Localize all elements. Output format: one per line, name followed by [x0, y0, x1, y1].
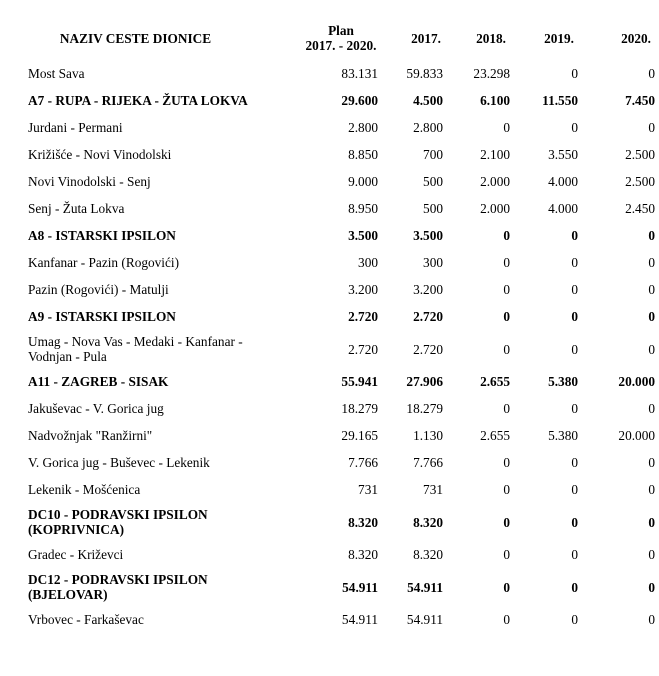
cell-name: A9 - ISTARSKI IPSILON — [28, 309, 176, 324]
cell-2019: 0 — [571, 547, 578, 562]
cell-name: Gradec - Križevci — [28, 547, 124, 562]
table-row — [19, 141, 659, 168]
table-row — [19, 395, 659, 422]
cell-name: Nadvožnjak "Ranžirni" — [28, 428, 153, 443]
cell-2019: 3.550 — [548, 147, 578, 162]
cell-name: A8 - ISTARSKI IPSILON — [28, 228, 176, 243]
table-row — [19, 330, 659, 368]
cell-2018: 0 — [503, 455, 510, 470]
table-section-row — [19, 303, 659, 330]
cell-2020: 0 — [648, 455, 655, 470]
cell-2018: 0 — [503, 255, 510, 270]
table-row — [19, 114, 659, 141]
cell-2020: 2.450 — [625, 201, 655, 216]
cell-plan: 18.279 — [341, 401, 378, 416]
cell-plan: 54.911 — [341, 612, 378, 627]
cell-2017: 4.500 — [413, 93, 443, 108]
cell-plan: 3.200 — [348, 282, 378, 297]
cell-2018: 0 — [503, 341, 510, 357]
cell-2019: 0 — [571, 255, 578, 270]
cell-2018: 0 — [503, 120, 510, 135]
cell-2017: 300 — [423, 255, 443, 270]
cell-2020: 0 — [648, 66, 655, 81]
column-header-2020: 2020. — [621, 30, 651, 46]
table-section-row — [19, 503, 659, 541]
cell-2019: 11.550 — [542, 93, 578, 108]
cell-2019: 0 — [571, 341, 578, 357]
cell-2018: 0 — [503, 547, 510, 562]
cell-2019: 4.000 — [548, 201, 578, 216]
cell-2020: 0 — [648, 282, 655, 297]
cell-2020: 2.500 — [625, 174, 655, 189]
cell-2020: 0 — [648, 612, 655, 627]
cell-2018: 0 — [503, 282, 510, 297]
cell-2018: 0 — [503, 309, 510, 324]
cell-2020: 7.450 — [625, 93, 655, 108]
column-header-2019: 2019. — [544, 30, 574, 46]
cell-2020: 0 — [648, 309, 655, 324]
cell-name: Novi Vinodolski - Senj — [28, 174, 151, 189]
table-section-row — [19, 87, 659, 114]
cell-plan: 2.720 — [348, 309, 378, 324]
cell-2017: 59.833 — [406, 66, 443, 81]
cell-2018: 2.000 — [480, 201, 510, 216]
cell-2018: 0 — [503, 401, 510, 416]
cell-name: Lekenik - Mošćenica — [28, 482, 141, 497]
cell-plan: 8.850 — [348, 147, 378, 162]
cell-name: Jakuševac - V. Gorica jug — [28, 401, 164, 416]
cell-2018: 0 — [503, 514, 510, 530]
table-header-row — [19, 16, 659, 60]
table-row — [19, 541, 659, 568]
cell-2017: 500 — [423, 201, 443, 216]
cell-name: DC10 - PODRAVSKI IPSILON (KOPRIVNICA) — [28, 507, 208, 537]
cell-2017: 8.320 — [413, 547, 443, 562]
cell-2017: 8.320 — [413, 514, 443, 530]
cell-2019: 0 — [571, 612, 578, 627]
cell-2018: 2.000 — [480, 174, 510, 189]
cell-2019: 0 — [571, 455, 578, 470]
cell-2019: 0 — [571, 120, 578, 135]
cell-plan: 731 — [358, 482, 378, 497]
cell-2019: 0 — [571, 228, 578, 243]
cell-2018: 2.655 — [480, 428, 510, 443]
cell-2018: 2.655 — [480, 374, 510, 389]
cell-plan: 54.911 — [342, 579, 378, 595]
cell-name: Pazin (Rogovići) - Matulji — [28, 282, 169, 297]
cell-plan: 7.766 — [348, 455, 378, 470]
table-row — [19, 60, 659, 87]
cell-name: Senj - Žuta Lokva — [28, 201, 125, 216]
cell-name: DC12 - PODRAVSKI IPSILON (BJELOVAR) — [28, 572, 208, 602]
cell-2017: 3.200 — [413, 282, 443, 297]
cell-2018: 0 — [503, 579, 510, 595]
cell-plan: 2.800 — [348, 120, 378, 135]
cell-2019: 0 — [571, 482, 578, 497]
table-row — [19, 449, 659, 476]
table-body — [19, 60, 659, 633]
table-row — [19, 195, 659, 222]
cell-2019: 0 — [571, 579, 578, 595]
column-header-plan — [272, 16, 380, 60]
cell-2018: 2.100 — [480, 147, 510, 162]
table-row — [19, 476, 659, 503]
table-row — [19, 422, 659, 449]
table-row — [19, 606, 659, 633]
cell-2017: 700 — [423, 147, 443, 162]
cell-2017: 500 — [423, 174, 443, 189]
cell-2020: 20.000 — [618, 374, 655, 389]
cell-2018: 6.100 — [480, 93, 510, 108]
cell-2017: 3.500 — [413, 228, 443, 243]
cell-name: Križišće - Novi Vinodolski — [28, 147, 172, 162]
table-row — [19, 249, 659, 276]
table-section-row — [19, 568, 659, 606]
cell-2017: 18.279 — [406, 401, 443, 416]
cell-name: V. Gorica jug - Buševec - Lekenik — [28, 455, 210, 470]
cell-plan: 8.950 — [348, 201, 378, 216]
cell-2019: 5.380 — [548, 374, 578, 389]
cell-2018: 0 — [503, 612, 510, 627]
table-section-row — [19, 368, 659, 395]
cell-plan: 2.720 — [348, 341, 378, 357]
cell-plan: 55.941 — [341, 374, 378, 389]
cell-name: Most Sava — [28, 66, 85, 81]
cell-2018: 23.298 — [473, 66, 510, 81]
cell-2018: 0 — [503, 228, 510, 243]
table-section-row — [19, 222, 659, 249]
cell-name: Jurdani - Permani — [28, 120, 123, 135]
cell-2019: 0 — [571, 309, 578, 324]
column-header-2018: 2018. — [476, 30, 506, 46]
cell-2017: 7.766 — [413, 455, 443, 470]
cell-2020: 0 — [648, 120, 655, 135]
cell-2019: 0 — [571, 514, 578, 530]
cell-2017: 2.800 — [413, 120, 443, 135]
cell-plan: 8.320 — [348, 547, 378, 562]
cell-plan: 83.131 — [341, 66, 378, 81]
column-header-name: NAZIV CESTE DIONICE — [59, 30, 212, 46]
cell-plan: 9.000 — [348, 174, 378, 189]
column-header-plan-line2: 2017. - 2020. — [305, 38, 377, 53]
cell-2017: 54.911 — [406, 612, 443, 627]
cell-2019: 0 — [571, 282, 578, 297]
cell-2017: 731 — [423, 482, 443, 497]
road-sections-table — [19, 16, 659, 633]
table-row — [19, 276, 659, 303]
cell-name: A7 - RUPA - RIJEKA - ŽUTA LOKVA — [28, 93, 248, 108]
cell-2017: 54.911 — [407, 579, 443, 595]
cell-2020: 0 — [648, 482, 655, 497]
cell-2017: 27.906 — [406, 374, 443, 389]
cell-2017: 2.720 — [413, 309, 443, 324]
cell-plan: 3.500 — [348, 228, 378, 243]
column-header-2017: 2017. — [411, 30, 441, 46]
cell-2017: 2.720 — [413, 341, 443, 357]
cell-plan: 8.320 — [348, 514, 378, 530]
cell-2020: 0 — [648, 547, 655, 562]
cell-name: Vrbovec - Farkaševac — [28, 612, 144, 627]
cell-plan: 29.165 — [341, 428, 378, 443]
cell-2020: 0 — [648, 228, 655, 243]
cell-plan: 29.600 — [341, 93, 378, 108]
cell-2020: 20.000 — [618, 428, 655, 443]
cell-2019: 0 — [571, 401, 578, 416]
cell-plan: 300 — [358, 255, 378, 270]
cell-2020: 0 — [648, 401, 655, 416]
cell-name: Umag - Nova Vas - Medaki - Kanfanar - Vodnjan - Pula — [28, 334, 243, 364]
cell-name: A11 - ZAGREB - SISAK — [28, 374, 169, 389]
column-header-plan-line1: Plan — [328, 23, 354, 38]
cell-2019: 0 — [571, 66, 578, 81]
cell-2019: 5.380 — [548, 428, 578, 443]
cell-2017: 1.130 — [413, 428, 443, 443]
cell-2020: 0 — [648, 341, 655, 357]
cell-2020: 0 — [648, 514, 655, 530]
cell-2020: 0 — [648, 255, 655, 270]
cell-name: Kanfanar - Pazin (Rogovići) — [28, 255, 180, 270]
cell-2018: 0 — [503, 482, 510, 497]
cell-2019: 4.000 — [548, 174, 578, 189]
cell-2020: 2.500 — [625, 147, 655, 162]
table-row — [19, 168, 659, 195]
cell-2020: 0 — [648, 579, 655, 595]
